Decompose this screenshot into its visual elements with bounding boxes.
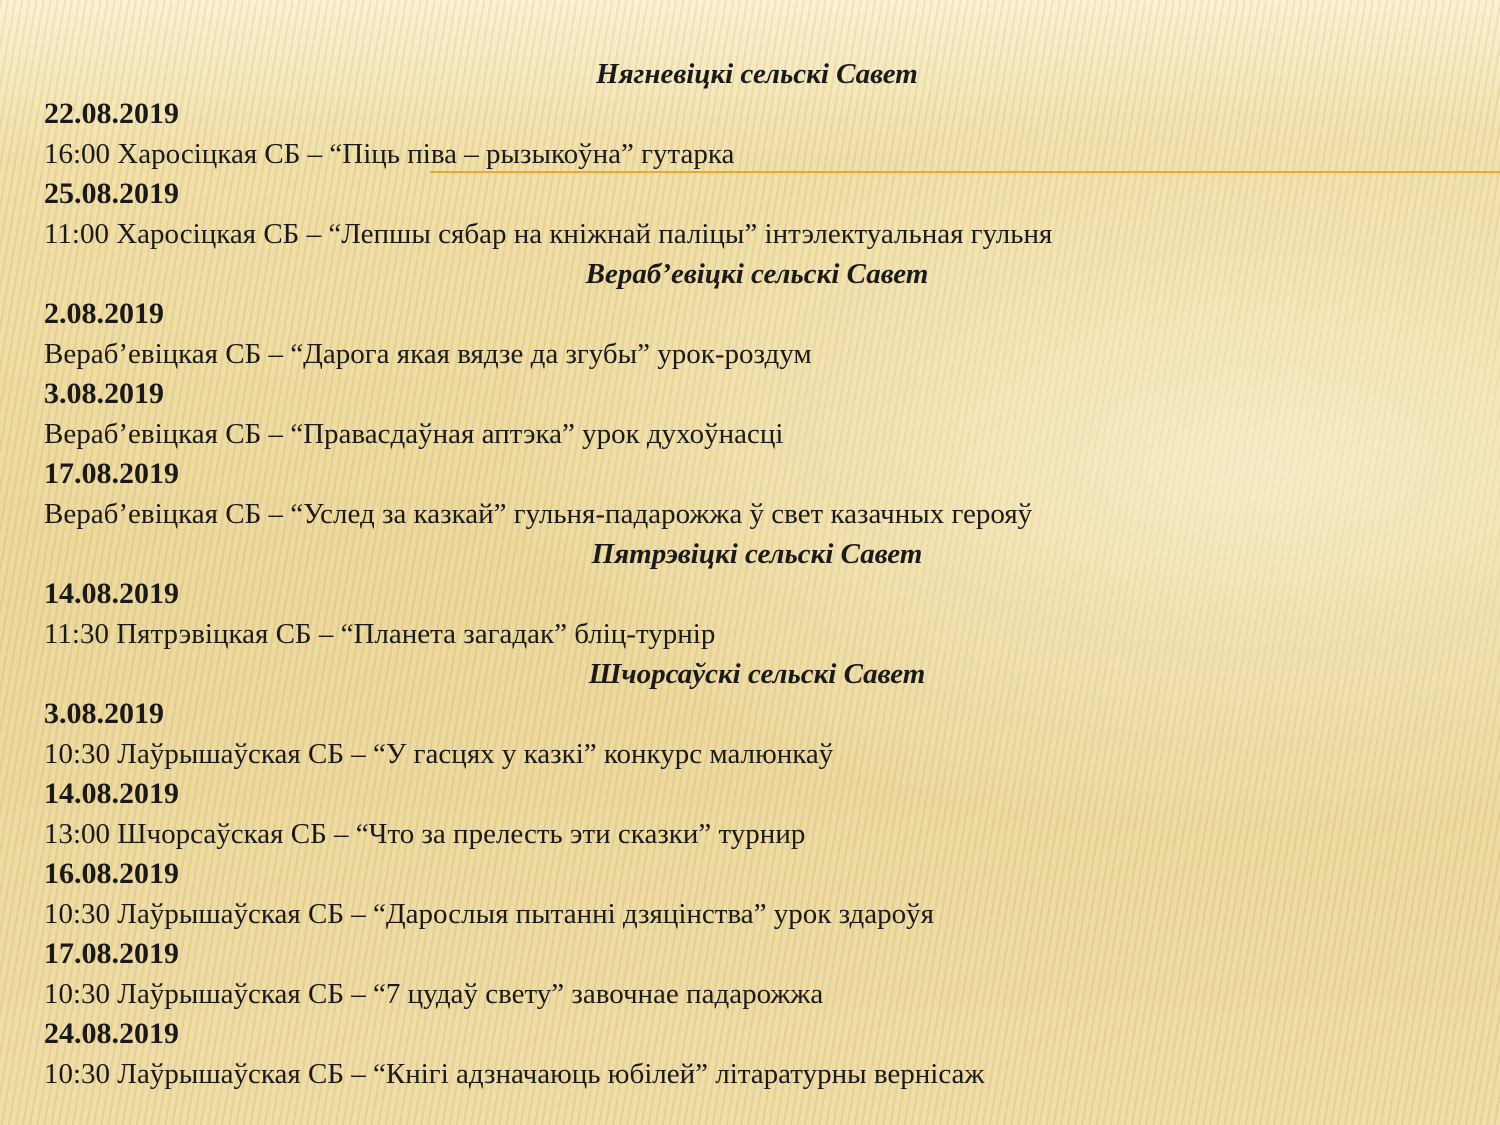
event-description: 11:00 Харосіцкая СБ – “Лепшы сябар на кніжнай паліцы” інтэлектуальная гульня [44,218,1053,250]
event-date: 17.08.2019 [44,937,179,970]
section-title: Пятрэвіцкі сельскі Савет [591,538,923,570]
schedule-content [44,54,1464,1094]
section-title: Вераб’евіцкі сельскі Савет [585,258,929,290]
event-date: 25.08.2019 [44,177,179,210]
event-date: 14.08.2019 [44,577,179,610]
event-date: 17.08.2019 [44,457,179,490]
event-date: 16.08.2019 [44,857,179,890]
event-description: Вераб’евіцкая СБ – “Правасдаўная аптэка” урок духоўнасці [44,418,784,450]
event-description: Вераб’евіцкая СБ – “Дарога якая вядзе да згубы” урок-роздум [44,338,812,370]
event-date: 3.08.2019 [44,697,164,730]
event-date: 14.08.2019 [44,777,179,810]
event-description: 11:30 Пятрэвіцкая СБ – “Планета загадак” бліц-турнір [44,618,716,650]
event-description: 10:30 Лаўрышаўская СБ – “7 цудаў свету” завочнае падарожжа [44,978,824,1010]
event-date: 22.08.2019 [44,97,179,130]
event-description: 16:00 Харосіцкая СБ – “Піць піва – рызыкоўна” гутарка [44,138,735,170]
event-description: 10:30 Лаўрышаўская СБ – “У гасцях у казкі” конкурс малюнкаў [44,738,834,770]
event-description: 10:30 Лаўрышаўская СБ – “Дарослыя пытанні дзяцінства” урок здароўя [44,898,935,930]
event-description: Вераб’евіцкая СБ – “Услед за казкай” гульня-падарожжа ў свет казачных герояў [44,498,1033,530]
section-title: Шчорсаўскі сельскі Савет [588,658,926,690]
event-description: 13:00 Шчорсаўская СБ – “Что за прелесть эти сказки” турнир [44,818,806,850]
event-date: 2.08.2019 [44,297,164,330]
event-description: 10:30 Лаўрышаўская СБ – “Кнігі адзначаюць юбілей” літаратурны вернісаж [44,1058,985,1090]
event-date: 24.08.2019 [44,1017,179,1050]
event-date: 3.08.2019 [44,377,164,410]
section-title: Нягневіцкі сельскі Савет [596,58,918,90]
